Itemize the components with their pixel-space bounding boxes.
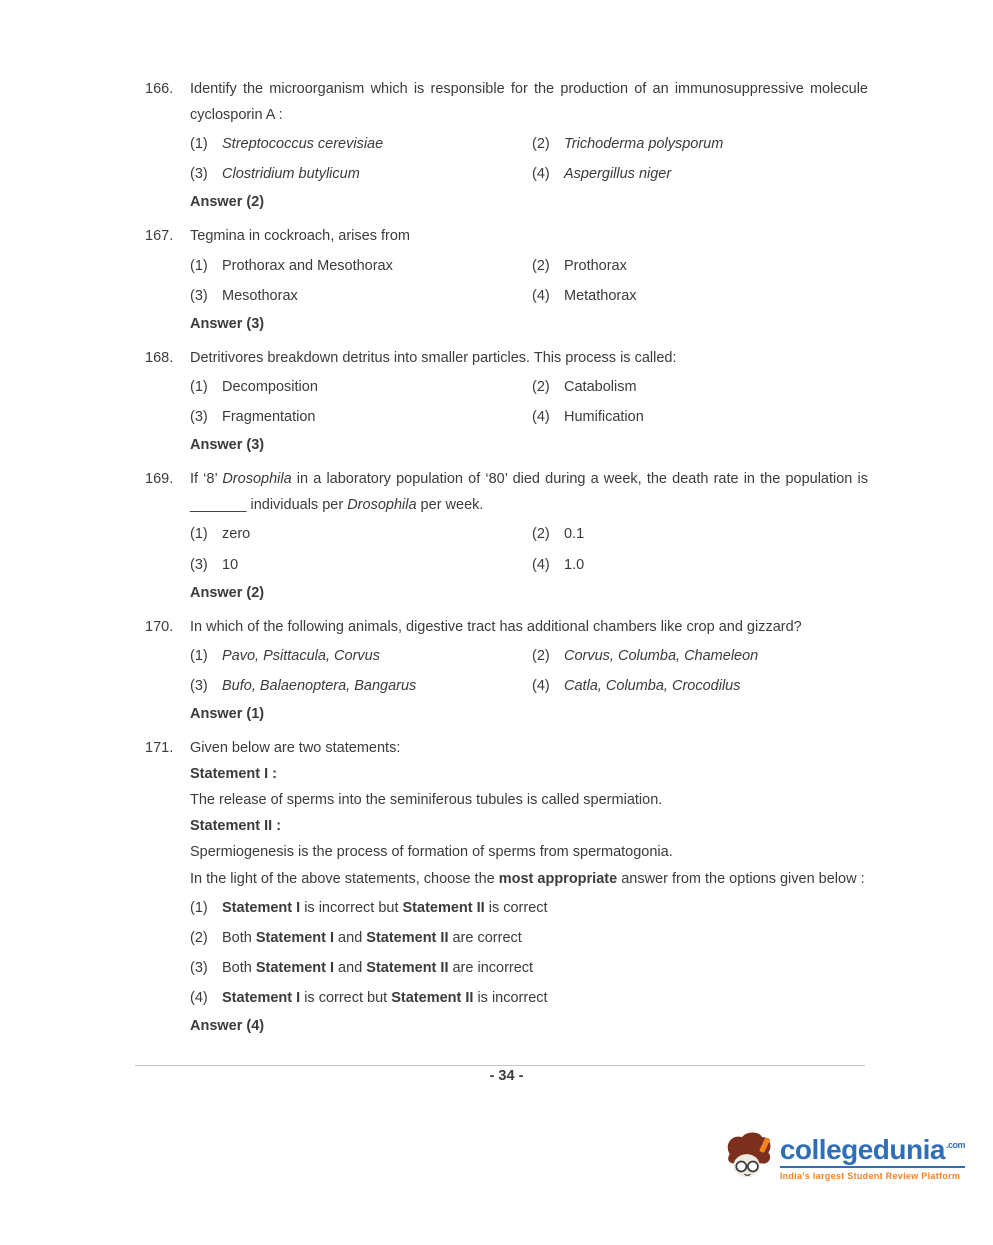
option-text <box>222 253 532 279</box>
question-text <box>190 735 868 761</box>
option-text <box>564 673 868 699</box>
option-label: (2) <box>532 257 550 274</box>
statement-line <box>190 787 868 813</box>
option-label: (1) <box>190 647 208 664</box>
text-segment: is correct but <box>300 989 392 1006</box>
option-label: (3) <box>190 409 208 426</box>
option-label: (4) <box>532 287 550 304</box>
option-label: (2) <box>190 929 208 946</box>
text-segment: 10 <box>222 556 239 573</box>
option-text <box>222 161 532 187</box>
option-text <box>564 283 868 309</box>
option-item <box>532 253 868 279</box>
text-segment: Fragmentation <box>222 409 316 426</box>
option-item <box>532 283 868 309</box>
question-head <box>145 614 868 640</box>
text-segment: If ‘8’ <box>190 471 223 488</box>
text-segment: In which of the following animals, digestive tract has additional chambers like crop and gizzard? <box>190 618 802 635</box>
option-text <box>222 552 532 578</box>
text-segment: Statement II <box>402 899 485 916</box>
option-label: (4) <box>190 989 208 1006</box>
text-segment: Identify the microorganism which is responsible for the production of an immunosuppressive molecule cyclosporin A : <box>190 81 868 124</box>
text-segment: Catabolism <box>564 378 637 395</box>
option-label: (1) <box>190 378 208 395</box>
text-segment: most appropriate <box>498 870 618 887</box>
question-text <box>190 345 868 371</box>
text-segment: Both <box>222 959 256 976</box>
question-number: 169. <box>145 471 174 488</box>
statement-line <box>190 813 868 839</box>
option-item <box>190 253 532 279</box>
answer-label: Answer (2) <box>190 194 265 211</box>
question-head <box>145 345 868 371</box>
text-segment: Trichoderma polysporum <box>564 136 724 153</box>
text-segment: Prothorax and Mesothorax <box>222 257 393 274</box>
question-block <box>145 345 868 458</box>
option-item <box>190 925 868 951</box>
option-text <box>564 643 868 669</box>
text-segment: answer from the options given below : <box>617 870 865 887</box>
text-segment: 0.1 <box>564 526 585 543</box>
option-item <box>190 283 532 309</box>
option-item <box>532 673 868 699</box>
text-segment: Clostridium butylicum <box>222 166 360 183</box>
option-item <box>190 895 868 921</box>
text-segment: Statement II <box>391 989 474 1006</box>
options-group <box>190 374 868 430</box>
question-block <box>145 466 868 605</box>
text-segment: and <box>334 959 367 976</box>
text-segment: Statement I <box>255 929 335 946</box>
option-item <box>190 161 532 187</box>
option-item <box>532 374 868 400</box>
option-item <box>532 643 868 669</box>
text-segment: Detritivores breakdown detritus into smaller particles. This process is called: <box>190 349 677 366</box>
option-item <box>190 985 868 1011</box>
brand-tagline: India's largest Student Review Platform <box>779 1171 961 1182</box>
options-group <box>190 521 868 577</box>
option-item <box>190 673 532 699</box>
option-item <box>190 131 532 157</box>
text-segment: in a laboratory population of ‘80’ died during a week, the death rate in the population is _______ individuals per <box>190 471 868 514</box>
text-segment: Prothorax <box>564 257 627 274</box>
option-label: (1) <box>190 257 208 274</box>
options-group <box>190 131 868 187</box>
text-segment: Mesothorax <box>222 287 298 304</box>
question-head <box>145 76 868 128</box>
text-segment: Statement II <box>366 929 449 946</box>
option-item <box>190 552 532 578</box>
option-label: (1) <box>190 136 208 153</box>
text-segment: Both <box>222 929 256 946</box>
option-text <box>222 895 868 921</box>
question-text <box>190 466 868 518</box>
text-segment: Pavo, Psittacula, Corvus <box>222 647 380 664</box>
option-label: (3) <box>190 556 208 573</box>
text-segment: Drosophila <box>222 471 292 488</box>
brand-text-block <box>780 1135 965 1182</box>
text-segment: Statement II <box>366 959 449 976</box>
collegedunia-mascot-icon <box>722 1128 776 1188</box>
question-number: 166. <box>145 81 174 97</box>
option-label: (2) <box>532 378 550 395</box>
options-group <box>190 253 868 309</box>
option-text <box>222 955 868 981</box>
option-item <box>532 161 868 187</box>
option-label: (4) <box>532 677 550 694</box>
option-label: (2) <box>532 526 550 543</box>
option-label: (4) <box>532 556 550 573</box>
brand-suffix: .com <box>945 1140 965 1151</box>
option-label: (3) <box>190 959 208 976</box>
option-item <box>532 131 868 157</box>
footer-divider <box>135 1065 865 1066</box>
answer-label: Answer (3) <box>190 315 265 332</box>
text-segment: Statement I : <box>190 766 278 783</box>
statement-line <box>190 866 868 892</box>
text-segment: Drosophila <box>347 497 417 514</box>
option-item <box>190 643 532 669</box>
text-segment: Humification <box>564 409 644 426</box>
question-head <box>145 735 868 761</box>
option-text <box>564 374 868 400</box>
option-text <box>222 925 868 951</box>
answer-label: Answer (2) <box>190 584 265 601</box>
question-text <box>190 76 868 128</box>
option-label: (3) <box>190 677 208 694</box>
question-text <box>190 614 868 640</box>
text-segment: per week. <box>416 497 484 514</box>
text-segment: Streptococcus cerevisiae <box>222 136 384 153</box>
option-text <box>222 985 868 1011</box>
option-text <box>222 131 532 157</box>
text-segment: and <box>334 929 367 946</box>
text-segment: Statement I <box>222 899 301 916</box>
answer-label: Answer (3) <box>190 437 265 454</box>
collegedunia-logo <box>722 1128 965 1188</box>
option-label: (1) <box>190 899 208 916</box>
brand-word: collegedunia <box>779 1133 945 1165</box>
option-label: (4) <box>532 409 550 426</box>
question-number: 170. <box>145 618 174 635</box>
text-segment: are incorrect <box>448 959 534 976</box>
text-segment: Statement II : <box>190 818 282 835</box>
text-segment: Catla, Columba, Crocodilus <box>564 677 741 694</box>
question-block <box>145 735 868 1039</box>
text-segment: Metathorax <box>564 287 637 304</box>
options-group <box>190 643 868 699</box>
option-label: (4) <box>532 166 550 183</box>
option-text <box>222 521 532 547</box>
option-text <box>222 673 532 699</box>
text-segment: Tegmina in cockroach, arises from <box>190 228 410 245</box>
question-head <box>145 223 868 249</box>
option-text <box>222 643 532 669</box>
options-group <box>190 895 868 1011</box>
question-number: 167. <box>145 228 174 245</box>
option-text <box>564 161 868 187</box>
text-segment: The release of sperms into the seminiferous tubules is called spermiation. <box>190 792 663 809</box>
option-label: (1) <box>190 526 208 543</box>
option-text <box>564 521 868 547</box>
option-item <box>532 552 868 578</box>
question-text <box>190 223 868 249</box>
brand-underline <box>780 1166 965 1168</box>
question-head <box>145 466 868 518</box>
statement-line <box>190 761 868 787</box>
text-segment: Decomposition <box>222 378 318 395</box>
option-text <box>564 552 868 578</box>
statement-line <box>190 839 868 865</box>
option-item <box>190 955 868 981</box>
question-block <box>145 614 868 727</box>
option-item <box>190 404 532 430</box>
option-text <box>222 283 532 309</box>
option-label: (2) <box>532 136 550 153</box>
question-number: 171. <box>145 740 174 757</box>
text-segment: Corvus, Columba, Chameleon <box>564 647 759 664</box>
option-text <box>564 404 868 430</box>
option-item <box>532 404 868 430</box>
option-text <box>564 253 868 279</box>
option-label: (2) <box>532 647 550 664</box>
text-segment: is incorrect but <box>300 899 403 916</box>
text-segment: Statement I <box>222 989 301 1006</box>
questions-container <box>145 76 868 1047</box>
question-block <box>145 223 868 336</box>
text-segment: Statement I <box>255 959 335 976</box>
question-number: 168. <box>145 349 174 366</box>
option-label: (3) <box>190 287 208 304</box>
text-segment: zero <box>222 526 251 543</box>
text-segment: In the light of the above statements, choose the <box>190 870 499 887</box>
option-item <box>190 374 532 400</box>
option-item <box>532 521 868 547</box>
option-text <box>222 404 532 430</box>
text-segment: 1.0 <box>564 556 585 573</box>
text-segment: Given below are two statements: <box>190 740 401 757</box>
text-segment: is correct <box>484 899 548 916</box>
text-segment: Aspergillus niger <box>564 166 672 183</box>
text-segment: Spermiogenesis is the process of formation of sperms from spermatogonia. <box>190 844 673 861</box>
answer-label: Answer (1) <box>190 705 265 722</box>
page-number: - 34 - <box>489 1068 524 1084</box>
option-text <box>222 374 532 400</box>
option-text <box>564 131 868 157</box>
text-segment: Bufo, Balaenoptera, Bangarus <box>222 677 417 694</box>
brand-name <box>780 1135 965 1166</box>
option-label: (3) <box>190 166 208 183</box>
answer-label: Answer (4) <box>190 1018 265 1034</box>
question-block <box>145 76 868 215</box>
text-segment: is incorrect <box>473 989 548 1006</box>
text-segment: are correct <box>448 929 522 946</box>
option-item <box>190 521 532 547</box>
